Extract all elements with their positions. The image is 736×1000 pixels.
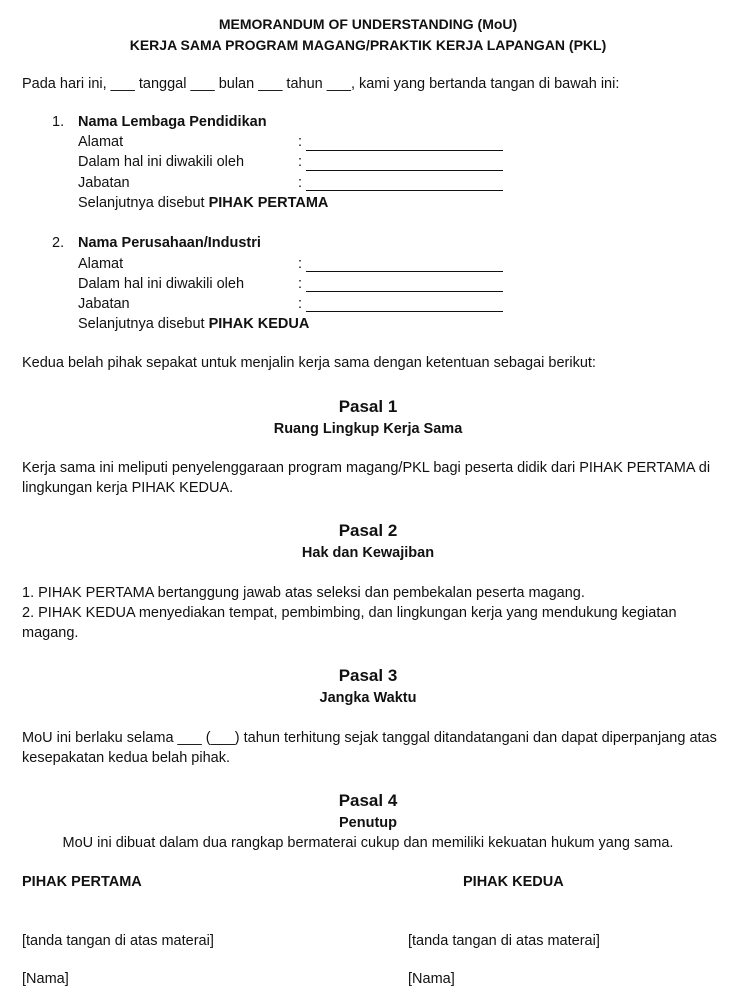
party1-colon-address: : [298,134,303,150]
party1-designation-prefix: Selanjutnya disebut [78,195,205,211]
party1-designation: PIHAK PERTAMA [208,195,329,211]
pasal3-title: Pasal 3 [338,666,398,685]
pasal3-text: MoU ini berlaku selama ___ (___) tahun terhitung sejak tanggal ditandatangani dan dapat diperpanjang atas kesepakatan kedua belah pihak. [22,730,717,766]
party2-field-position: Jabatan [78,296,130,312]
party2-address-blank [306,271,503,272]
pasal4-title: Pasal 4 [338,791,398,810]
pasal3-subtitle: Jangka Waktu [319,690,417,706]
signature-left-label: PIHAK PERTAMA [22,874,142,890]
document-subtitle: KERJA SAMA PROGRAM MAGANG/PRAKTIK KERJA LAPANGAN (PKL) [129,37,607,53]
signature-right-name: [Nama] [408,971,455,987]
pasal2-subtitle: Hak dan Kewajiban [301,545,435,561]
pasal4-text: MoU ini dibuat dalam dua rangkap bermaterai cukup dan memiliki kekuatan hukum yang sama. [62,835,674,851]
party2-heading: Nama Perusahaan/Industri [78,235,261,251]
party1-field-address: Alamat [78,134,124,150]
party1-field-position: Jabatan [78,175,130,191]
signature-right-placeholder: [tanda tangan di atas materai] [408,933,600,949]
party1-field-representative: Dalam hal ini diwakili oleh [78,154,245,170]
party1-representative-blank [306,170,503,171]
pasal2-item-2: 2. PIHAK KEDUA menyediakan tempat, pembimbing, dan lingkungan kerja yang mendukung kegiatan magang. [22,605,677,641]
signature-left-placeholder: [tanda tangan di atas materai] [22,933,214,949]
document-title: MEMORANDUM OF UNDERSTANDING (MoU) [218,16,518,32]
party2-field-address: Alamat [78,256,124,272]
pasal1-title: Pasal 1 [338,397,398,416]
party2-colon-representative: : [298,276,303,292]
party2-number: 2. [52,235,65,251]
party1-address-blank [306,150,503,151]
party1-position-blank [306,190,503,191]
party2-designation-prefix: Selanjutnya disebut [78,316,205,332]
pasal4-subtitle: Penutup [339,815,397,831]
party1-number: 1. [52,114,65,130]
pasal1-subtitle: Ruang Lingkup Kerja Sama [273,421,463,437]
party2-designation: PIHAK KEDUA [208,316,310,332]
pasal1-text: Kerja sama ini meliputi penyelenggaraan program magang/PKL bagi peserta didik dari PIHAK PERTAMA di lingkungan kerja PIHAK KEDUA. [22,460,711,496]
party1-colon-position: : [298,175,303,191]
signature-left-name: [Nama] [22,971,69,987]
party1-designation-line [78,195,328,211]
party2-colon-position: : [298,296,303,312]
pasal2-item-1: 1. PIHAK PERTAMA bertanggung jawab atas seleksi dan pembekalan peserta magang. [22,585,585,601]
party2-designation-line [78,316,309,332]
party2-position-blank [306,311,503,312]
party1-colon-representative: : [298,154,303,170]
party2-representative-blank [306,291,503,292]
intro-text: Pada hari ini, ___ tanggal ___ bulan ___ tahun ___, kami yang bertanda tangan di bawah ini: [22,76,620,92]
agreement-intro: Kedua belah pihak sepakat untuk menjalin kerja sama dengan ketentuan sebagai berikut: [22,355,596,371]
pasal2-title: Pasal 2 [338,521,398,540]
party2-colon-address: : [298,256,303,272]
party2-field-representative: Dalam hal ini diwakili oleh [78,276,245,292]
signature-right-label: PIHAK KEDUA [463,874,564,890]
party1-heading: Nama Lembaga Pendidikan [78,114,267,130]
